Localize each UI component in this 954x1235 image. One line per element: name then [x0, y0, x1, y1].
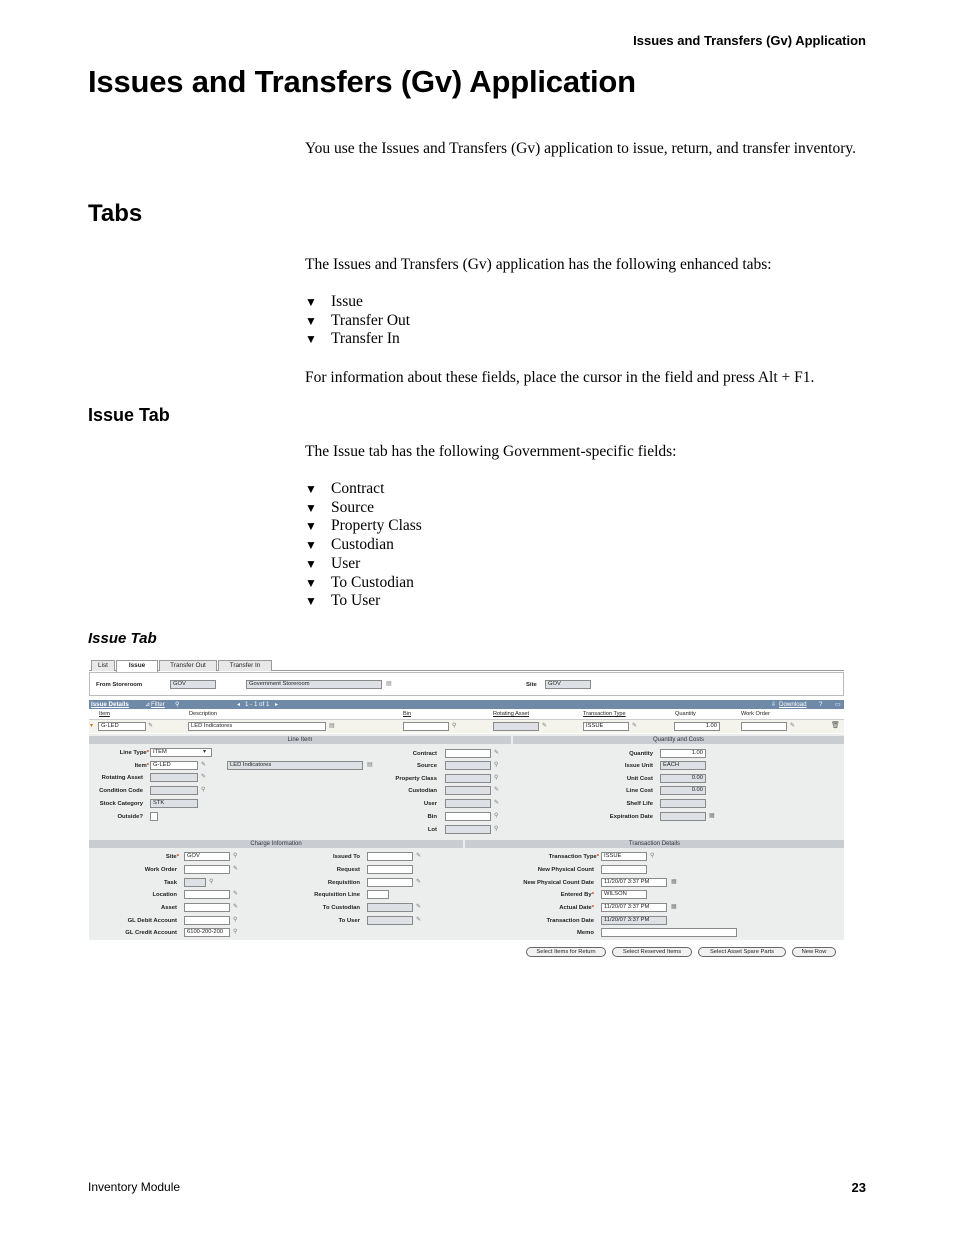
qty-costs-band: Quantity and Costs — [513, 736, 844, 744]
bullet-triangle-icon: ▼ — [305, 538, 317, 553]
contract-detail-icon[interactable]: ✎ — [494, 750, 500, 756]
chevron-down-icon[interactable]: ▾ — [203, 749, 207, 755]
download-link[interactable]: Download — [779, 701, 807, 708]
lot-field[interactable] — [445, 825, 491, 834]
issued-to-label: Issued To — [332, 854, 360, 860]
entered-by-field[interactable]: WILSON — [601, 890, 647, 899]
asset-detail-icon[interactable]: ✎ — [201, 774, 207, 780]
issue-bullet-list — [305, 480, 422, 611]
list-item: ▼ Transfer Out — [305, 311, 411, 329]
work-order-label: Work Order — [144, 867, 177, 873]
line-type-select[interactable]: ITEM — [150, 748, 212, 757]
col-transaction-type[interactable]: Transaction Type — [583, 711, 626, 717]
condition-code-field[interactable] — [150, 786, 198, 795]
line-cost-field: 0.00 — [660, 786, 706, 795]
property-class-label: Property Class — [395, 776, 437, 782]
tab-transfer-out[interactable]: Transfer Out — [159, 660, 217, 671]
filter-icon[interactable]: ⊿ — [145, 701, 151, 708]
footer-module: Inventory Module — [88, 1180, 181, 1194]
person-detail-icon[interactable]: ✎ — [416, 853, 422, 859]
quantity-label: Quantity — [629, 751, 653, 757]
search-icon[interactable]: ⚲ — [650, 853, 655, 859]
property-class-field[interactable] — [445, 774, 491, 783]
contract-field[interactable] — [445, 749, 491, 758]
request-field[interactable] — [367, 865, 413, 874]
user-detail-icon[interactable]: ✎ — [494, 800, 500, 806]
bullet-triangle-icon: ▼ — [305, 556, 317, 571]
type-lookup-icon[interactable]: ✎ — [632, 723, 638, 729]
list-item: ▼ Transfer In — [305, 330, 400, 348]
page-arrow-icon[interactable]: ◂ — [237, 701, 241, 708]
bullet-triangle-icon: ▼ — [305, 295, 317, 309]
col-work-order: Work Order — [741, 711, 770, 717]
page-title: Issues and Transfers (Gv) Application — [88, 64, 636, 99]
gl-credit-field[interactable]: 6100-200-200 — [184, 928, 230, 937]
rotating-asset-label: Rotating Asset — [101, 775, 143, 781]
memo-field[interactable] — [601, 928, 737, 937]
tab-issue[interactable]: Issue — [116, 660, 158, 672]
download-icon[interactable]: ⇩ — [771, 701, 777, 708]
bullet-triangle-icon: ▼ — [305, 594, 317, 609]
bullet-triangle-icon: ▼ — [305, 313, 317, 328]
memo-label: Memo — [576, 930, 594, 936]
delete-row-icon[interactable]: 🗑 — [831, 722, 840, 729]
entered-by-label: Entered By* — [560, 892, 594, 898]
next-page-icon[interactable]: ▸ — [275, 701, 279, 708]
select-items-for-return-button[interactable]: Select Items for Return — [526, 947, 606, 957]
from-storeroom-field[interactable]: GOV — [170, 680, 216, 689]
bin-field[interactable] — [445, 812, 491, 821]
row-work-order-field[interactable] — [741, 722, 787, 731]
bullet-triangle-icon: ▼ — [305, 575, 317, 590]
gl-debit-label: GL Debit Account — [127, 918, 177, 924]
list-item: ▼ To User — [305, 592, 381, 610]
row-description-field[interactable]: LED Indicatores — [188, 722, 326, 731]
col-rotating-asset[interactable]: Rotating Asset — [493, 711, 530, 717]
search-icon[interactable]: ⚲ — [201, 787, 206, 793]
gl-credit-label: GL Credit Account — [125, 930, 177, 936]
row-bin-field[interactable] — [403, 722, 449, 731]
requisition-label: Requisition — [327, 880, 360, 886]
request-label: Request — [336, 867, 360, 873]
wo-detail-icon[interactable]: ✎ — [233, 866, 239, 872]
source-field[interactable] — [445, 761, 491, 770]
table-title: Issue Details — [91, 701, 129, 708]
asset-field[interactable] — [184, 903, 230, 912]
search-icon[interactable]: ⚲ — [494, 762, 499, 768]
transaction-type-label: Transaction Type* — [548, 854, 599, 860]
requisition-field[interactable] — [367, 878, 413, 887]
custodian-detail-icon[interactable]: ✎ — [416, 904, 422, 910]
tabs-text: The Issues and Transfers (Gv) application has the following enhanced tabs: — [305, 256, 772, 273]
col-quantity: Quantity — [675, 711, 696, 717]
storeroom-description: Government Storeroom — [246, 680, 382, 689]
stock-category-field: STK — [150, 799, 198, 808]
location-label: Location — [152, 892, 177, 898]
transaction-date-field: 11/20/07 3:37 PM — [601, 916, 667, 925]
custodian-field[interactable] — [445, 786, 491, 795]
task-field[interactable] — [184, 878, 206, 887]
location-field[interactable] — [184, 890, 230, 899]
gl-lookup-icon[interactable]: ⚲ — [233, 917, 238, 923]
tab-transfer-in[interactable]: Transfer In — [218, 660, 272, 671]
table-column-headers — [89, 709, 844, 719]
work-order-field[interactable] — [184, 865, 230, 874]
search-icon[interactable]: ⚲ — [494, 813, 499, 819]
bullet-triangle-icon: ▼ — [305, 519, 317, 534]
tabs-heading: Tabs — [88, 200, 143, 227]
help-icon[interactable]: ? — [819, 701, 823, 708]
row-transaction-type-field[interactable]: ISSUE — [583, 722, 629, 731]
condition-code-label: Condition Code — [99, 788, 143, 794]
item-detail-icon[interactable]: ✎ — [201, 762, 207, 768]
item-field[interactable]: G-LED — [150, 761, 198, 770]
requisition-line-field[interactable] — [367, 890, 389, 899]
bullet-triangle-icon: ▼ — [305, 332, 317, 347]
intro-paragraph: You use the Issues and Transfers (Gv) application to issue, return, and transfer inventory. — [305, 140, 857, 157]
table-toolbar — [89, 700, 844, 709]
new-physical-count-date-field[interactable]: 11/20/07 3:37 PM — [601, 878, 667, 887]
shelf-life-field — [660, 799, 706, 808]
custodian-detail-icon[interactable]: ✎ — [494, 787, 500, 793]
issue-unit-field: EACH — [660, 761, 706, 770]
site-label: Site — [526, 682, 537, 688]
running-header: Issues and Transfers (Gv) Application — [633, 33, 866, 48]
transaction-date-label: Transaction Date — [546, 918, 594, 924]
line-cost-label: Line Cost — [626, 788, 653, 794]
charge-info-band: Charge Information — [89, 840, 463, 848]
list-item: ▼ Contract — [305, 480, 385, 497]
select-reserved-items-button[interactable]: Select Reserved Items — [612, 947, 692, 957]
line-type-label: Line Type* — [119, 750, 149, 756]
stock-category-label: Stock Category — [99, 801, 143, 807]
new-physical-count-field[interactable] — [601, 865, 647, 874]
row-rotating-asset-field[interactable] — [493, 722, 539, 731]
actual-date-field[interactable]: 11/20/07 3:37 PM — [601, 903, 667, 912]
row-item-field[interactable]: G-LED — [98, 722, 146, 731]
expiration-date-label: Expiration Date — [609, 814, 653, 820]
calendar-icon[interactable]: ▦ — [671, 879, 677, 885]
item-description-field: LED Indicatores — [227, 761, 363, 770]
asset-lookup-icon[interactable]: ✎ — [542, 723, 548, 729]
to-user-label: To User — [338, 918, 360, 924]
col-description: Description — [189, 711, 217, 717]
item-label: Item* — [134, 763, 149, 769]
expiration-date-field[interactable] — [660, 812, 706, 821]
header-panel — [89, 672, 844, 696]
gl-debit-field[interactable] — [184, 916, 230, 925]
find-icon[interactable]: ⚲ — [175, 701, 180, 708]
transaction-details-band: Transaction Details — [465, 840, 844, 848]
wo-lookup-icon[interactable]: ✎ — [790, 723, 796, 729]
longdesc-icon[interactable]: ▤ — [367, 762, 373, 768]
issued-to-field[interactable] — [367, 852, 413, 861]
charge-site-field[interactable]: GOV — [184, 852, 230, 861]
row-expand-icon[interactable]: ▾ — [90, 723, 94, 729]
to-custodian-field[interactable] — [367, 903, 413, 912]
charge-site-label: Site* — [165, 854, 179, 860]
list-item: ▼ Property Class — [305, 517, 422, 535]
issue-tab-heading: Issue Tab — [88, 405, 170, 425]
requisition-line-label: Requisition Line — [314, 892, 360, 898]
task-label: Task — [164, 880, 177, 886]
tabs-info: For information about these fields, place the cursor in the field and press Alt + F1. — [305, 369, 815, 386]
filter-link[interactable]: Filter — [151, 701, 165, 708]
to-custodian-label: To Custodian — [322, 905, 360, 911]
quantity-field[interactable]: 1.00 — [660, 749, 706, 758]
issue-tab-screenshot — [89, 657, 844, 957]
calendar-icon[interactable]: ▦ — [709, 813, 715, 819]
asset-label: Asset — [160, 905, 177, 911]
transaction-type-field[interactable]: ISSUE — [601, 852, 647, 861]
line-item-band: Line Item — [89, 736, 511, 744]
custodian-label: Custodian — [408, 788, 437, 794]
issue-tab-text: The Issue tab has the following Government-specific fields: — [305, 443, 677, 460]
shelf-life-label: Shelf Life — [626, 801, 653, 807]
new-physical-count-label: New Physical Count — [537, 867, 594, 873]
maximize-icon[interactable]: ▭ — [835, 701, 841, 708]
user-label: User — [423, 801, 437, 807]
bin-label: Bin — [427, 814, 437, 820]
bullet-triangle-icon: ▼ — [305, 482, 317, 496]
longdesc-icon[interactable]: ▤ — [329, 723, 335, 729]
tab-list[interactable]: List — [91, 660, 115, 671]
gl-lookup-icon[interactable]: ⚲ — [233, 929, 238, 935]
longdesc-icon[interactable]: ▤ — [386, 681, 392, 687]
search-icon[interactable]: ⚲ — [209, 879, 214, 885]
list-item: ▼ Issue — [305, 293, 363, 310]
to-user-field[interactable] — [367, 916, 413, 925]
row-quantity-field[interactable]: 1.00 — [674, 722, 720, 731]
item-lookup-icon[interactable]: ✎ — [148, 723, 154, 729]
tab-bar — [89, 659, 844, 671]
outside-checkbox[interactable] — [150, 812, 158, 821]
list-item: ▼ Custodian — [305, 536, 394, 554]
outside-label: Outside? — [117, 814, 143, 820]
location-detail-icon[interactable]: ✎ — [233, 891, 239, 897]
table-row[interactable] — [89, 719, 844, 733]
actual-date-label: Actual Date* — [559, 905, 594, 911]
unit-cost-label: Unit Cost — [626, 776, 653, 782]
search-icon[interactable]: ⚲ — [494, 775, 499, 781]
figure-caption: Issue Tab — [88, 630, 157, 647]
site-field[interactable]: GOV — [545, 680, 591, 689]
col-bin[interactable]: Bin — [403, 711, 412, 717]
bullet-triangle-icon: ▼ — [305, 500, 317, 515]
rotating-asset-field[interactable] — [150, 773, 198, 782]
lot-label: Lot — [427, 827, 437, 833]
asset-detail-icon[interactable]: ✎ — [233, 904, 239, 910]
paging-text: 1 - 1 of 1 — [245, 701, 270, 708]
contract-label: Contract — [412, 751, 437, 757]
page-number: 23 — [851, 1180, 866, 1195]
user-detail-icon[interactable]: ✎ — [416, 917, 422, 923]
list-item: ▼ To Custodian — [305, 573, 414, 591]
issue-unit-label: Issue Unit — [624, 763, 653, 769]
unit-cost-field: 0.00 — [660, 774, 706, 783]
new-physical-count-date-label: New Physical Count Date — [523, 880, 594, 886]
calendar-icon[interactable]: ▦ — [671, 904, 677, 910]
list-item: ▼ User — [305, 554, 361, 572]
tabs-bullet-list — [305, 293, 410, 349]
search-icon[interactable]: ⚲ — [494, 826, 499, 832]
requisition-detail-icon[interactable]: ✎ — [416, 879, 422, 885]
search-icon[interactable]: ⚲ — [233, 853, 238, 859]
new-row-button[interactable]: New Row — [792, 947, 836, 957]
bin-lookup-icon[interactable]: ⚲ — [452, 723, 457, 729]
source-label: Source — [417, 763, 437, 769]
list-item: ▼ Source — [305, 498, 375, 516]
user-field[interactable] — [445, 799, 491, 808]
select-asset-spare-parts-button[interactable]: Select Asset Spare Parts — [698, 947, 786, 957]
col-item[interactable]: Item — [99, 711, 110, 717]
from-storeroom-label: From Storeroom — [96, 682, 143, 688]
